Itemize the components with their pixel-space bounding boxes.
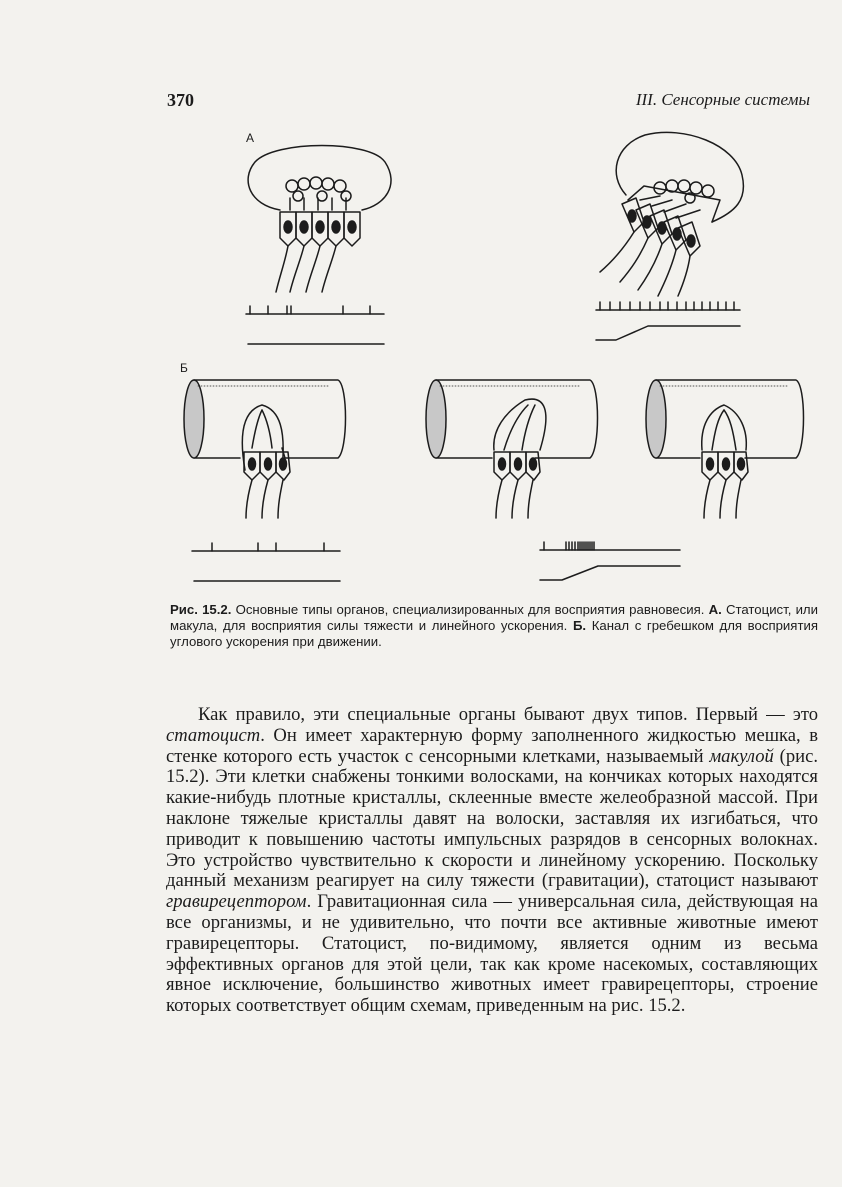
statocyst-upright-trace	[246, 306, 384, 344]
body-seg-2: . Он имеет характерную форму заполненного жидкостью мешка, в стенке которого есть участок с сенсорными клетками, называемый	[166, 724, 818, 767]
caption-text-1: Основные типы органов, специализированных для восприятия равновесия.	[231, 602, 709, 617]
canal-deflected-trace	[540, 542, 680, 580]
running-head: III. Сенсорные системы	[635, 90, 810, 109]
term-macula: макулой	[709, 745, 774, 767]
body-seg-4: . Гравитационная сила — универсальная сила, действующая на все организмы, и не удивительно, что почти все активные животные имеют гравирецепторы. Статоцист, по-видимому, является одним из весьма эффективных органов для этой цели, так как кроме насекомых, составляющих явное исключение, большинство животных имеет гравирецепторы, строение которых соответствует общим схемам, приведенным на рис. 15.2.	[166, 891, 818, 1017]
body-seg-1: Как правило, эти специальные органы бывают двух типов. Первый — это	[198, 704, 818, 725]
statocyst-tilted-drawing	[600, 132, 743, 296]
canal-rest-trace	[192, 543, 340, 581]
statocyst-upright-drawing	[248, 146, 391, 293]
caption-part-a-label: А.	[708, 602, 722, 617]
panel-a-label: А	[246, 131, 255, 145]
canal-deflected-right-drawing	[646, 380, 804, 518]
term-statocyst: статоцист	[166, 724, 261, 746]
caption-part-b-label: Б.	[572, 618, 587, 633]
body-paragraph	[166, 705, 818, 1017]
canal-deflected-drawing	[426, 380, 598, 518]
term-gravireceptor: гравирецептором	[166, 891, 307, 913]
panel-b-label: Б	[180, 361, 188, 375]
page-number: 370	[167, 90, 194, 110]
figure-caption	[170, 602, 818, 650]
caption-label: Рис. 15.2.	[170, 602, 232, 617]
caption-text-3: Канал с гребешком для восприятия углового ускорения при движении.	[170, 618, 818, 649]
statocyst-tilted-trace	[596, 302, 740, 340]
canal-rest-drawing	[184, 380, 346, 518]
caption-text-2: Статоцист, или макула, для восприятия силы тяжести и линейного ускорения.	[170, 602, 818, 633]
body-seg-3: (рис. 15.2). Эти клетки снабжены тонкими волосками, на кончиках которых находятся какие-нибудь плотные кристаллы, склеенные вместе желеобразной массой. При наклоне тяжелые кристаллы давят на волоски, заставляя их изгибаться, что приводит к повышению частоты импульсных разрядов в сенсорных волокнах. Это устройство чувствительно к скорости и линейному ускорению. Поскольку данный механизм реагирует на силу тяжести (гравитации), статоцист называют	[166, 745, 818, 892]
